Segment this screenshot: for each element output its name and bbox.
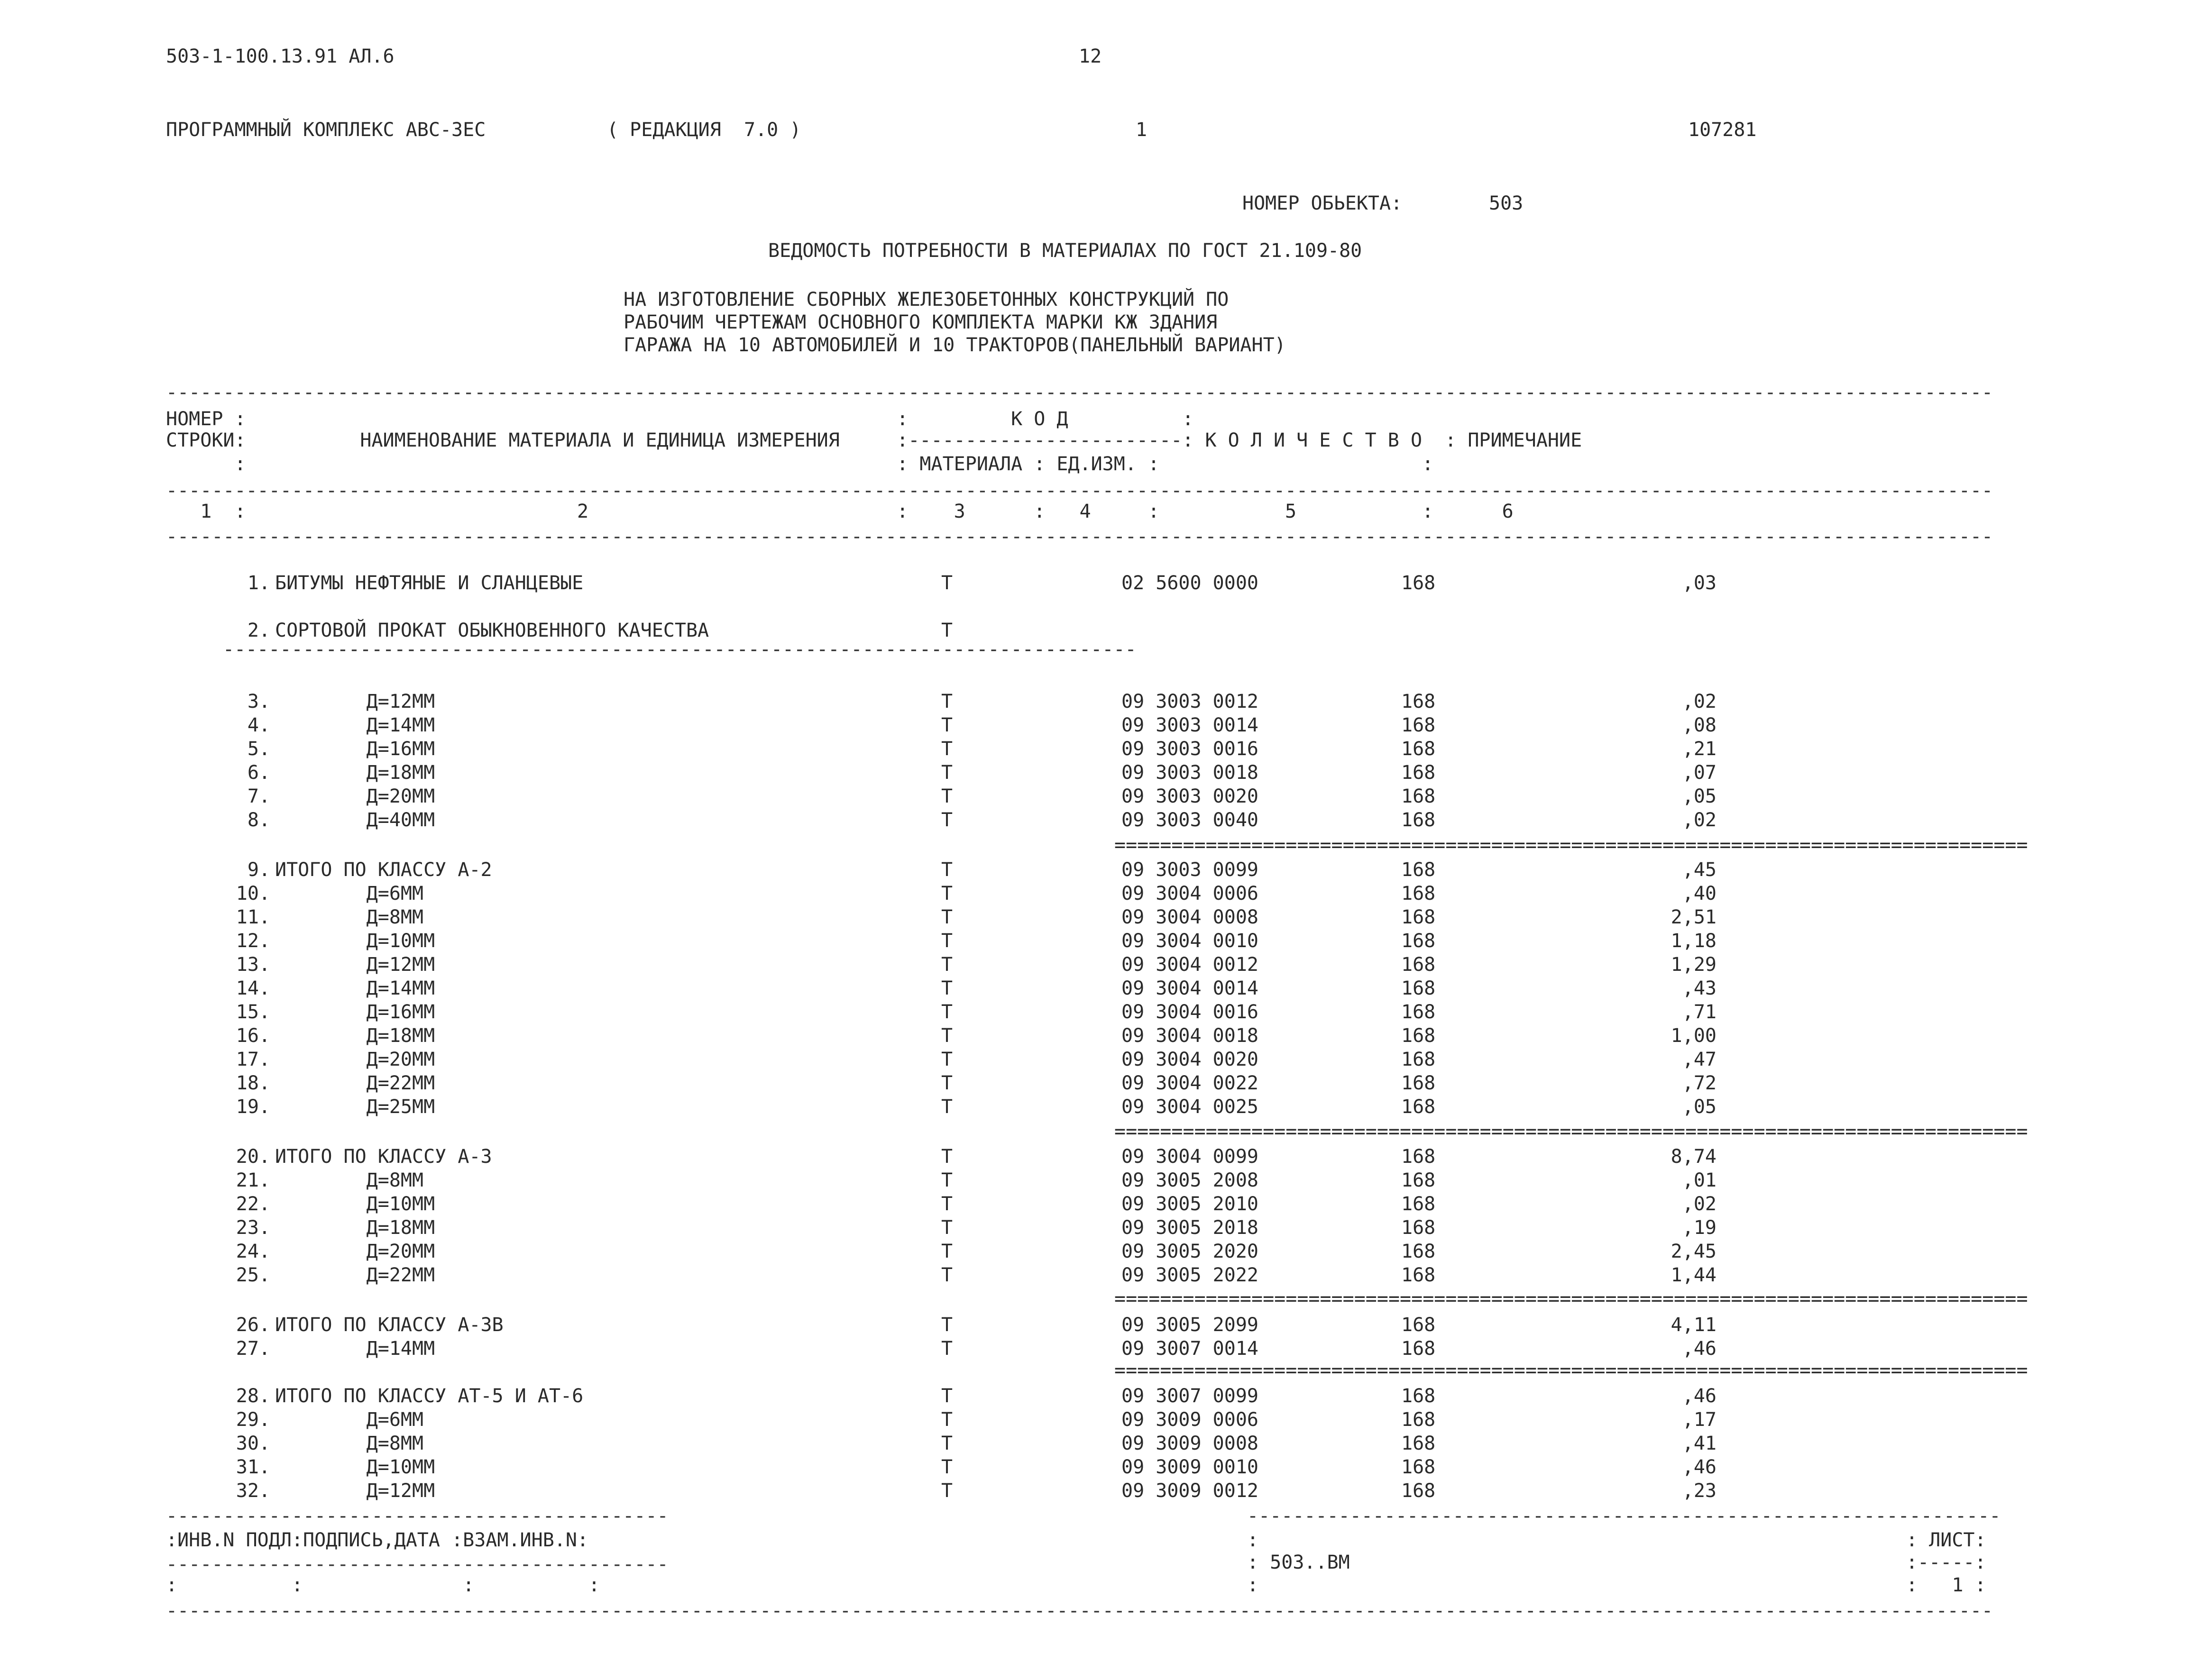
sheet-small-number: 1: [1136, 119, 1147, 141]
footer-document-mark: : 503..ВМ: [1247, 1552, 1350, 1573]
material-name: Д=20ММ: [275, 785, 435, 807]
unit-code: 168: [1401, 1169, 1436, 1191]
unit: Т: [941, 1025, 953, 1047]
material-code: 09 3009 0006: [1121, 1409, 1258, 1431]
row-number: 16.: [236, 1025, 270, 1047]
unit: Т: [941, 954, 953, 976]
material-name: ИТОГО ПО КЛАССУ АТ-5 И АТ-6: [275, 1385, 584, 1407]
material-code: 09 3005 2018: [1121, 1217, 1258, 1239]
table-row: [0, 905, 2212, 929]
material-code: 02 5600 0000: [1121, 572, 1258, 594]
serial-number: 107281: [1688, 119, 1757, 141]
unit: Т: [941, 785, 953, 807]
unit-code: 168: [1401, 1409, 1436, 1431]
table-row: [0, 1313, 2212, 1337]
unit-code: 168: [1401, 762, 1436, 784]
unit-code: 168: [1401, 1385, 1436, 1407]
unit-code: 168: [1401, 1314, 1436, 1336]
material-name: Д=12ММ: [275, 954, 435, 976]
unit-code: 168: [1401, 1241, 1436, 1262]
unit: Т: [941, 1241, 953, 1262]
material-code: 09 3005 2020: [1121, 1241, 1258, 1262]
row-number: 26.: [236, 1314, 270, 1336]
unit-code: 168: [1401, 714, 1436, 736]
material-name: Д=12ММ: [275, 691, 435, 712]
material-code: 09 3004 0025: [1121, 1096, 1258, 1118]
material-code: 09 3005 2008: [1121, 1169, 1258, 1191]
material-code: 09 3003 0012: [1121, 691, 1258, 712]
unit-code: 168: [1401, 1096, 1436, 1118]
unit-code: 168: [1401, 1264, 1436, 1286]
object-number: 503: [1489, 192, 1524, 214]
unit: Т: [941, 1314, 953, 1336]
material-name: Д=14ММ: [275, 714, 435, 736]
unit: Т: [941, 1480, 953, 1502]
table-top-rule: ----------------------------------------------------------------------------------------------------------------------------------------------------------------: [166, 382, 1993, 403]
material-name: Д=10ММ: [275, 930, 435, 952]
table-row: [0, 737, 2212, 761]
quantity: ,46: [1682, 1385, 1716, 1407]
material-code: 09 3009 0012: [1121, 1480, 1258, 1502]
unit: Т: [941, 762, 953, 784]
material-code: 09 3009 0008: [1121, 1433, 1258, 1454]
material-code: 09 3005 2022: [1121, 1264, 1258, 1286]
material-code: 09 3004 0012: [1121, 954, 1258, 976]
unit-code: 168: [1401, 1001, 1436, 1023]
unit: Т: [941, 930, 953, 952]
row-number: 10.: [236, 883, 270, 904]
program-edition: ( РЕДАКЦИЯ 7.0 ): [607, 119, 801, 141]
table-row: [0, 1240, 2212, 1263]
unit-code: 168: [1401, 906, 1436, 928]
material-name: Д=16ММ: [275, 738, 435, 760]
row-number: 5.: [247, 738, 270, 760]
material-name: ИТОГО ПО КЛАССУ А-3: [275, 1146, 492, 1168]
table-row: [0, 1192, 2212, 1216]
quantity: ,46: [1682, 1456, 1716, 1478]
row-number: 4.: [247, 714, 270, 736]
material-code: 09 3004 0010: [1121, 930, 1258, 952]
row-number: 14.: [236, 977, 270, 999]
unit-code: 168: [1401, 1433, 1436, 1454]
footer-rule-right-top: ------------------------------------------------------------------: [1247, 1505, 2001, 1527]
subtotal-separator: ================================================================================: [1114, 1121, 2028, 1142]
row-number: 27.: [236, 1338, 270, 1360]
row-number: 29.: [236, 1409, 270, 1431]
quantity: ,03: [1682, 572, 1716, 594]
unit-code: 168: [1401, 954, 1436, 976]
quantity: ,02: [1682, 1193, 1716, 1215]
material-code: 09 3004 0014: [1121, 977, 1258, 999]
unit: Т: [941, 1193, 953, 1215]
material-name: ИТОГО ПО КЛАССУ А-3В: [275, 1314, 504, 1336]
row-number: 23.: [236, 1217, 270, 1239]
quantity: ,05: [1682, 1096, 1716, 1118]
unit: Т: [941, 691, 953, 712]
table-header-line-3: : : МАТЕРИАЛА : ЕД.ИЗМ. : :: [166, 453, 1434, 475]
row-number: 32.: [236, 1480, 270, 1502]
material-name: Д=12ММ: [275, 1480, 435, 1502]
table-row: [0, 929, 2212, 953]
material-code: 09 3009 0010: [1121, 1456, 1258, 1478]
unit-code: 168: [1401, 738, 1436, 760]
table-row: [0, 690, 2212, 713]
page-number: 12: [1079, 46, 1102, 67]
quantity: ,41: [1682, 1433, 1716, 1454]
section-underline: --------------------------------------------------------------------------------: [223, 639, 1137, 660]
material-name: Д=16ММ: [275, 1001, 435, 1023]
unit: Т: [941, 714, 953, 736]
table-row: [0, 1455, 2212, 1479]
subtotal-separator: ================================================================================: [1114, 1360, 2028, 1381]
quantity: 1,00: [1670, 1025, 1716, 1047]
material-name: ИТОГО ПО КЛАССУ А-2: [275, 859, 492, 881]
row-number: 17.: [236, 1049, 270, 1070]
table-row: [0, 977, 2212, 1000]
footer-sheet-number: : 1 :: [1906, 1574, 1986, 1596]
footer-sheet-separator: :-----:: [1906, 1552, 1986, 1573]
table-header-line-2: СТРОКИ: НАИМЕНОВАНИЕ МАТЕРИАЛА И ЕДИНИЦА ИЗМЕРЕНИЯ :------------------------: К О Л И Ч Е С Т В О : ПРИМЕЧАНИЕ: [166, 429, 1582, 451]
footer-rule-left-top: --------------------------------------------: [166, 1505, 669, 1527]
material-name: Д=8ММ: [275, 1433, 424, 1454]
quantity: ,05: [1682, 785, 1716, 807]
table-row: [0, 1432, 2212, 1455]
table-row: [0, 1169, 2212, 1192]
row-number: 6.: [247, 762, 270, 784]
unit: Т: [941, 572, 953, 594]
unit: Т: [941, 1217, 953, 1239]
material-name: Д=8ММ: [275, 1169, 424, 1191]
quantity: ,47: [1682, 1049, 1716, 1070]
material-code: 09 3004 0022: [1121, 1072, 1258, 1094]
table-row: [0, 858, 2212, 882]
quantity: ,43: [1682, 977, 1716, 999]
material-name: Д=10ММ: [275, 1193, 435, 1215]
material-code: 09 3003 0020: [1121, 785, 1258, 807]
quantity: 4,11: [1670, 1314, 1716, 1336]
row-number: 19.: [236, 1096, 270, 1118]
subtotal-separator: ================================================================================: [1114, 1288, 2028, 1310]
row-number: 15.: [236, 1001, 270, 1023]
material-name: Д=14ММ: [275, 1338, 435, 1360]
material-code: 09 3003 0016: [1121, 738, 1258, 760]
row-number: 12.: [236, 930, 270, 952]
table-row: [0, 1095, 2212, 1119]
unit: Т: [941, 1409, 953, 1431]
material-name: Д=14ММ: [275, 977, 435, 999]
subtotal-separator: ================================================================================: [1114, 834, 2028, 856]
material-name: Д=10ММ: [275, 1456, 435, 1478]
footer-bottom-rule: ----------------------------------------------------------------------------------------------------------------------------------------------------------------: [166, 1600, 1993, 1622]
table-row: [0, 1048, 2212, 1071]
row-number: 2.: [247, 620, 270, 641]
unit-code: 168: [1401, 1146, 1436, 1168]
unit: Т: [941, 859, 953, 881]
material-name: Д=40ММ: [275, 809, 435, 831]
quantity: ,21: [1682, 738, 1716, 760]
material-code: 09 3007 0014: [1121, 1338, 1258, 1360]
unit: Т: [941, 1072, 953, 1094]
quantity: ,01: [1682, 1169, 1716, 1191]
unit: Т: [941, 1146, 953, 1168]
unit-code: 168: [1401, 1338, 1436, 1360]
quantity: ,40: [1682, 883, 1716, 904]
document-code: 503-1-100.13.91 АЛ.6: [166, 46, 395, 67]
quantity: ,45: [1682, 859, 1716, 881]
table-row: [0, 1000, 2212, 1024]
subtitle-line-3: ГАРАЖА НА 10 АВТОМОБИЛЕЙ И 10 ТРАКТОРОВ(ПАНЕЛЬНЫЙ ВАРИАНТ): [624, 334, 1286, 356]
unit: Т: [941, 809, 953, 831]
unit-code: 168: [1401, 691, 1436, 712]
material-name: Д=18ММ: [275, 762, 435, 784]
footer-stamp-labels: :ИНВ.N ПОДЛ:ПОДПИСЬ,ДАТА :ВЗАМ.ИНВ.N:: [166, 1529, 589, 1551]
row-number: 7.: [247, 785, 270, 807]
row-number: 18.: [236, 1072, 270, 1094]
row-number: 22.: [236, 1193, 270, 1215]
table-row: [0, 785, 2212, 808]
table-row: [0, 1384, 2212, 1408]
unit-code: 168: [1401, 859, 1436, 881]
quantity: ,02: [1682, 809, 1716, 831]
quantity: 2,51: [1670, 906, 1716, 928]
unit-code: 168: [1401, 572, 1436, 594]
table-row: [0, 1024, 2212, 1048]
quantity: ,19: [1682, 1217, 1716, 1239]
material-code: 09 3003 0014: [1121, 714, 1258, 736]
footer-colon-bottom: :: [1247, 1574, 1259, 1596]
quantity: ,71: [1682, 1001, 1716, 1023]
material-name: Д=22ММ: [275, 1264, 435, 1286]
material-name: Д=8ММ: [275, 906, 424, 928]
unit: Т: [941, 1338, 953, 1360]
unit: Т: [941, 1456, 953, 1478]
table-row: [0, 1263, 2212, 1287]
unit-code: 168: [1401, 883, 1436, 904]
material-code: 09 3003 0018: [1121, 762, 1258, 784]
unit-code: 168: [1401, 785, 1436, 807]
row-number: 8.: [247, 809, 270, 831]
row-number: 21.: [236, 1169, 270, 1191]
object-label: НОМЕР ОБЬЕКТА:: [1242, 192, 1403, 214]
quantity: ,08: [1682, 714, 1716, 736]
material-name: Д=22ММ: [275, 1072, 435, 1094]
material-name: Д=6ММ: [275, 1409, 424, 1431]
table-row: [0, 1145, 2212, 1169]
material-code: 09 3004 0006: [1121, 883, 1258, 904]
material-name: СОРТОВОЙ ПРОКАТ ОБЫКНОВЕННОГО КАЧЕСТВА: [275, 620, 709, 641]
unit: Т: [941, 883, 953, 904]
row-number: 30.: [236, 1433, 270, 1454]
material-name: Д=25ММ: [275, 1096, 435, 1118]
material-name: Д=18ММ: [275, 1217, 435, 1239]
unit-code: 168: [1401, 1072, 1436, 1094]
table-row: [0, 1479, 2212, 1503]
row-number: 3.: [247, 691, 270, 712]
unit-code: 168: [1401, 977, 1436, 999]
material-code: 09 3007 0099: [1121, 1385, 1258, 1407]
footer-sheet-label: : ЛИСТ:: [1906, 1529, 1986, 1551]
material-code: 09 3003 0099: [1121, 859, 1258, 881]
quantity: 2,45: [1670, 1241, 1716, 1262]
row-number: 25.: [236, 1264, 270, 1286]
row-number: 11.: [236, 906, 270, 928]
unit: Т: [941, 1264, 953, 1286]
quantity: ,23: [1682, 1480, 1716, 1502]
material-code: 09 3004 0008: [1121, 906, 1258, 928]
unit-code: 168: [1401, 809, 1436, 831]
unit-code: 168: [1401, 1456, 1436, 1478]
unit-code: 168: [1401, 1193, 1436, 1215]
quantity: 1,29: [1670, 954, 1716, 976]
unit-code: 168: [1401, 1049, 1436, 1070]
material-code: 09 3004 0016: [1121, 1001, 1258, 1023]
table-column-numbers: 1 : 2 : 3 : 4 : 5 : 6: [166, 501, 1514, 522]
quantity: ,07: [1682, 762, 1716, 784]
unit: Т: [941, 1001, 953, 1023]
unit: Т: [941, 620, 953, 641]
table-header-line-1: НОМЕР : : К О Д :: [166, 408, 1194, 430]
quantity: ,72: [1682, 1072, 1716, 1094]
table-row: [0, 1337, 2212, 1360]
material-name: БИТУМЫ НЕФТЯНЫЕ И СЛАНЦЕВЫЕ: [275, 572, 584, 594]
unit: Т: [941, 1096, 953, 1118]
table-row: [0, 882, 2212, 905]
material-code: 09 3005 2010: [1121, 1193, 1258, 1215]
quantity: ,17: [1682, 1409, 1716, 1431]
table-header-rule: ----------------------------------------------------------------------------------------------------------------------------------------------------------------: [166, 480, 1993, 502]
unit: Т: [941, 1169, 953, 1191]
quantity: 8,74: [1670, 1146, 1716, 1168]
subtitle-line-1: НА ИЗГОТОВЛЕНИЕ СБОРНЫХ ЖЕЛЕЗОБЕТОННЫХ КОНСТРУКЦИЙ ПО: [624, 289, 1229, 310]
row-number: 20.: [236, 1146, 270, 1168]
quantity: ,46: [1682, 1338, 1716, 1360]
table-row: [0, 1071, 2212, 1095]
material-code: 09 3004 0020: [1121, 1049, 1258, 1070]
row-number: 1.: [247, 572, 270, 594]
table-row: [0, 713, 2212, 737]
row-number: 31.: [236, 1456, 270, 1478]
unit: Т: [941, 977, 953, 999]
footer-rule-left-mid: --------------------------------------------: [166, 1553, 669, 1575]
table-row: [0, 1408, 2212, 1432]
row-number: 13.: [236, 954, 270, 976]
quantity: 1,18: [1670, 930, 1716, 952]
table-columns-rule: ----------------------------------------------------------------------------------------------------------------------------------------------------------------: [166, 526, 1993, 548]
table-row: [0, 808, 2212, 832]
unit-code: 168: [1401, 1025, 1436, 1047]
material-name: Д=20ММ: [275, 1241, 435, 1262]
unit: Т: [941, 1385, 953, 1407]
table-row: [0, 761, 2212, 785]
document-title: ВЕДОМОСТЬ ПОТРЕБНОСТИ В МАТЕРИАЛАХ ПО ГОСТ 21.109-80: [768, 240, 1362, 262]
unit-code: 168: [1401, 1217, 1436, 1239]
footer-colon: :: [1247, 1529, 1259, 1551]
unit: Т: [941, 906, 953, 928]
unit: Т: [941, 1049, 953, 1070]
table-row: [0, 571, 2212, 595]
unit-code: 168: [1401, 1480, 1436, 1502]
material-name: Д=20ММ: [275, 1049, 435, 1070]
table-row: [0, 1216, 2212, 1240]
subtitle-line-2: РАБОЧИМ ЧЕРТЕЖАМ ОСНОВНОГО КОМПЛЕКТА МАРКИ КЖ ЗДАНИЯ: [624, 311, 1218, 333]
quantity: 1,44: [1670, 1264, 1716, 1286]
unit-code: 168: [1401, 930, 1436, 952]
material-code: 09 3005 2099: [1121, 1314, 1258, 1336]
unit: Т: [941, 1433, 953, 1454]
material-code: 09 3004 0099: [1121, 1146, 1258, 1168]
material-name: Д=6ММ: [275, 883, 424, 904]
unit: Т: [941, 738, 953, 760]
quantity: ,02: [1682, 691, 1716, 712]
program-name: ПРОГРАММНЫЙ КОМПЛЕКС АВС-3ЕС: [166, 119, 486, 141]
table-row: [0, 953, 2212, 977]
row-number: 28.: [236, 1385, 270, 1407]
row-number: 24.: [236, 1241, 270, 1262]
material-code: 09 3003 0040: [1121, 809, 1258, 831]
material-code: 09 3004 0018: [1121, 1025, 1258, 1047]
row-number: 9.: [247, 859, 270, 881]
footer-stamp-cells: : : : :: [166, 1574, 600, 1596]
material-name: Д=18ММ: [275, 1025, 435, 1047]
